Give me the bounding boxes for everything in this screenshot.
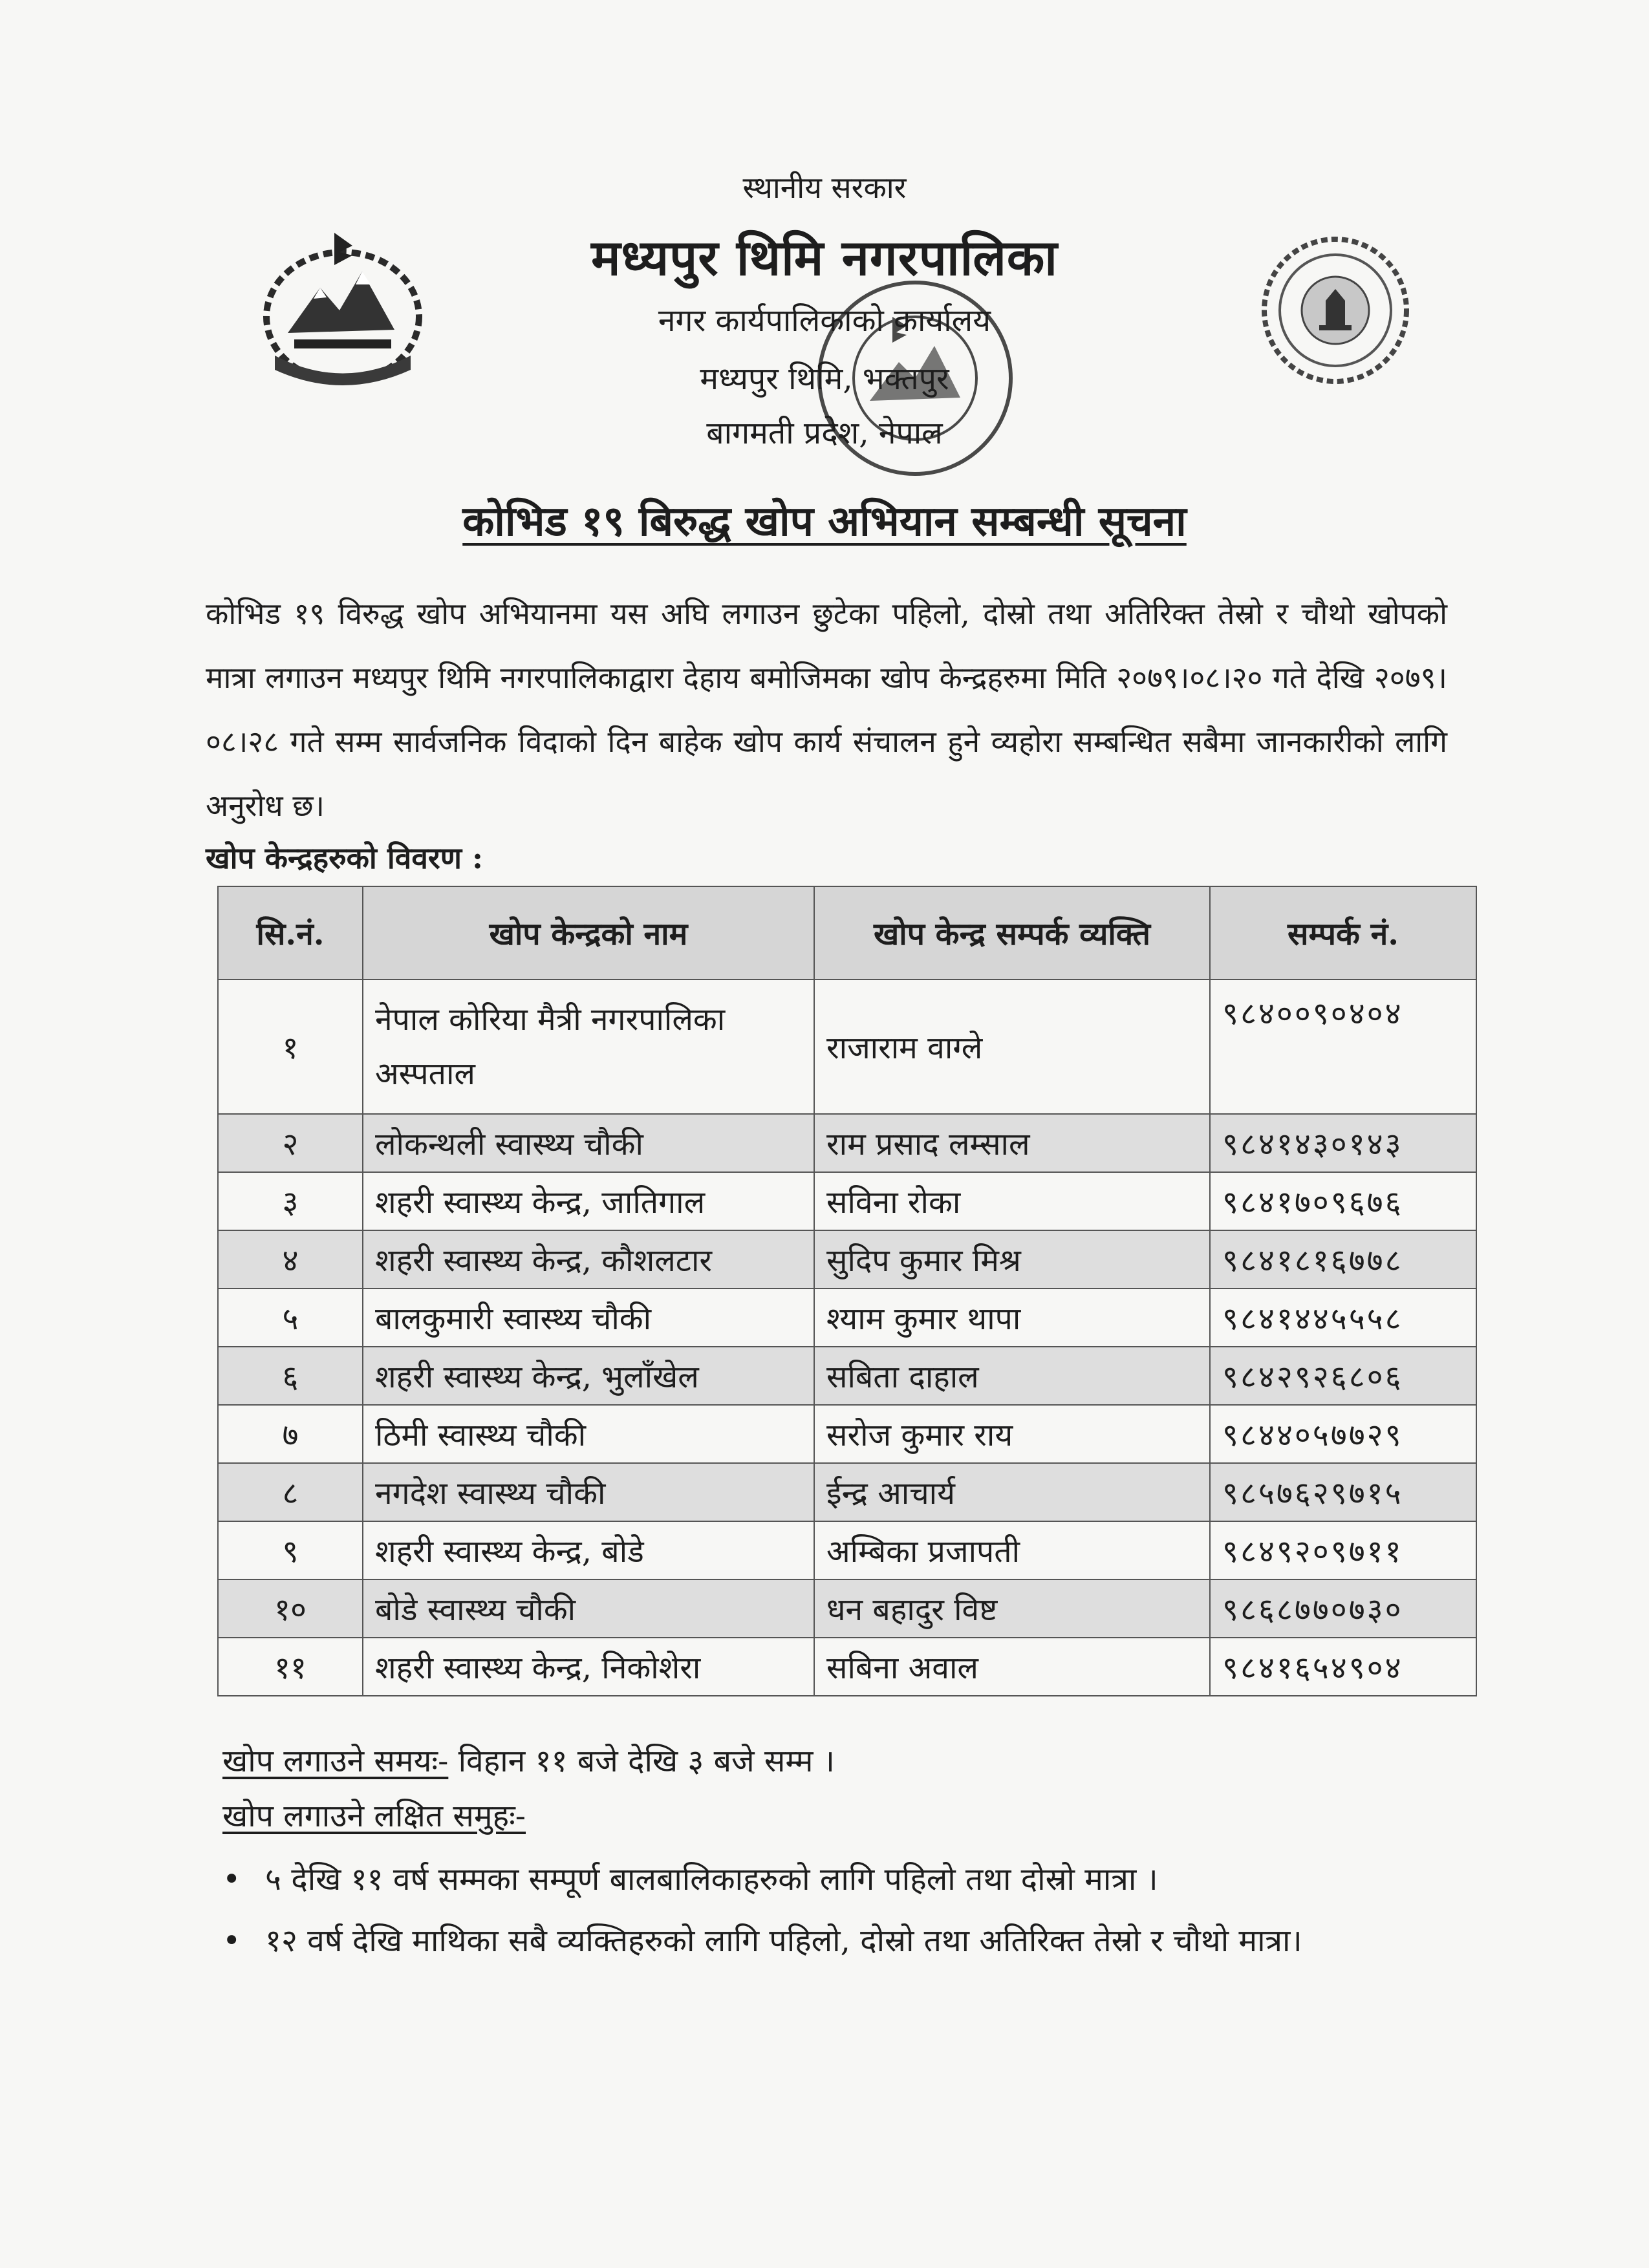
contact-number-cell: ९८४१४४५५५८	[1210, 1289, 1476, 1347]
center-name-cell: शहरी स्वास्थ्य केन्द्र, निकोशेरा	[363, 1638, 814, 1696]
table-row	[218, 1289, 1476, 1347]
center-name-cell: ठिमी स्वास्थ्य चौकी	[363, 1405, 814, 1463]
table-row	[218, 1230, 1476, 1289]
municipality-name: मध्यपुर थिमि नगरपालिका	[591, 229, 1058, 286]
center-name-cell: नगदेश स्वास्थ्य चौकी	[363, 1463, 814, 1521]
center-name-cell: लोकन्थली स्वास्थ्य चौकी	[363, 1114, 814, 1172]
vaccination-time-label: खोप लगाउने समयः-	[222, 1743, 449, 1779]
table-row	[218, 1172, 1476, 1230]
table-row	[218, 1405, 1476, 1463]
serial-cell: १०	[218, 1579, 363, 1638]
center-name-cell: शहरी स्वास्थ्य केन्द्र, जातिगाल	[363, 1172, 814, 1230]
centers-details-label: खोप केन्द्रहरुको विवरण :	[206, 840, 483, 875]
table-row	[218, 1521, 1476, 1579]
table-row	[218, 1347, 1476, 1405]
serial-cell: ५	[218, 1289, 363, 1347]
contact-number-cell: ९८५७६२९७१५	[1210, 1463, 1476, 1521]
table-row	[218, 1638, 1476, 1696]
contact-person-cell: धन बहादुर विष्ट	[814, 1579, 1210, 1638]
table-row	[218, 1579, 1476, 1638]
city-name: मध्यपुर थिमि, भक्तपुर	[700, 361, 949, 397]
contact-person-cell: राम प्रसाद लम्साल	[814, 1114, 1210, 1172]
serial-cell: ३	[218, 1172, 363, 1230]
contact-person-cell: ईन्द्र आचार्य	[814, 1463, 1210, 1521]
contact-person-cell: राजाराम वाग्ले	[814, 979, 1210, 1114]
center-name-cell: बालकुमारी स्वास्थ्य चौकी	[363, 1289, 814, 1347]
contact-person-cell: अम्बिका प्रजापती	[814, 1521, 1210, 1579]
center-name-cell: नेपाल कोरिया मैत्री नगरपालिका अस्पताल	[363, 979, 814, 1114]
contact-number-cell: ९८४००९०४०४	[1210, 979, 1476, 1114]
table-row	[218, 979, 1476, 1114]
target-group-label: खोप लगाउने लक्षित समुहः-	[222, 1798, 526, 1834]
bullet-icon: •	[222, 1861, 241, 1898]
table-row	[218, 1463, 1476, 1521]
target-group-text: १२ वर्ष देखि माथिका सबै व्यक्तिहरुको लागि पहिलो, दोस्रो तथा अतिरिक्त तेस्रो र चौथो मात्रा।	[265, 1923, 1302, 1959]
province-name: बागमती प्रदेश, नेपाल	[706, 415, 943, 451]
center-name-cell: शहरी स्वास्थ्य केन्द्र, कौशलटार	[363, 1230, 814, 1289]
contact-person-cell: सबिना अवाल	[814, 1638, 1210, 1696]
serial-cell: ७	[218, 1405, 363, 1463]
serial-cell: ६	[218, 1347, 363, 1405]
bullet-icon: •	[222, 1923, 241, 1959]
intro-paragraph: कोभिड १९ विरुद्ध खोप अभियानमा यस अघि लगाउन छुटेका पहिलो, दोस्रो तथा अतिरिक्त तेस्रो र चौथो खोपको मात्रा लगाउन मध्यपुर थिमि नगरपालिकाद्वारा देहाय बमोजिमका खोप केन्द्रहरुमा मिति २०७९।०८।२० गते देखि २०७९।०८।२८ गते सम्म सार्वजनिक विदाको दिन बाहेक खोप कार्य संचालन हुने व्यहोरा सम्बन्धित सबैमा जानकारीको लागि अनुरोध छ।	[206, 596, 1447, 823]
contact-number-cell: ९८४१८१६७७८	[1210, 1230, 1476, 1289]
notice-title: कोभिड १९ बिरुद्ध खोप अभियान सम्बन्धी सूचना	[462, 497, 1187, 546]
contact-number-cell: ९८४४०५७७२९	[1210, 1405, 1476, 1463]
target-group-text: ५ देखि ११ वर्ष सम्मका सम्पूर्ण बालबालिकाहरुको लागि पहिलो तथा दोस्रो मात्रा ।	[265, 1861, 1158, 1898]
list-item	[194, 1849, 1487, 1910]
table-header-row	[218, 886, 1476, 979]
contact-number-cell: ९८४२९२६८०६	[1210, 1347, 1476, 1405]
serial-cell: ११	[218, 1638, 363, 1696]
column-header-contact-person: खोप केन्द्र सम्पर्क व्यक्ति	[814, 886, 1210, 979]
list-item	[194, 1910, 1487, 1972]
contact-number-cell: ९८४९२०९७११	[1210, 1521, 1476, 1579]
serial-cell: १	[218, 979, 363, 1114]
contact-number-cell: ९८४१४३०१४३	[1210, 1114, 1476, 1172]
vaccination-centers-table	[217, 886, 1477, 1696]
contact-number-cell: ९८६८७७०७३०	[1210, 1579, 1476, 1638]
serial-cell: २	[218, 1114, 363, 1172]
contact-person-cell: श्याम कुमार थापा	[814, 1289, 1210, 1347]
contact-person-cell: सबिता दाहाल	[814, 1347, 1210, 1405]
serial-cell: ९	[218, 1521, 363, 1579]
table-row	[218, 1114, 1476, 1172]
center-name-cell: बोडे स्वास्थ्य चौकी	[363, 1579, 814, 1638]
office-name: नगर कार्यपालिकाको कार्यालय	[658, 303, 991, 339]
contact-number-cell: ९८४१७०९६७६	[1210, 1172, 1476, 1230]
local-government-label: स्थानीय सरकार	[742, 170, 907, 205]
contact-number-cell: ९८४१६५४९०४	[1210, 1638, 1476, 1696]
serial-cell: ४	[218, 1230, 363, 1289]
column-header-center-name: खोप केन्द्रको नाम	[363, 886, 814, 979]
column-header-contact-number: सम्पर्क नं.	[1210, 886, 1476, 979]
serial-cell: ८	[218, 1463, 363, 1521]
center-name-cell: शहरी स्वास्थ्य केन्द्र, बोडे	[363, 1521, 814, 1579]
contact-person-cell: सविना रोका	[814, 1172, 1210, 1230]
column-header-serial: सि.नं.	[218, 886, 363, 979]
vaccination-time	[222, 1739, 835, 1781]
target-group-list	[194, 1849, 1487, 1972]
contact-person-cell: सरोज कुमार राय	[814, 1405, 1210, 1463]
center-name-cell: शहरी स्वास्थ्य केन्द्र, भुलाँखेल	[363, 1347, 814, 1405]
vaccination-time-value: विहान ११ बजे देखि ३ बजे सम्म ।	[458, 1743, 835, 1779]
contact-person-cell: सुदिप कुमार मिश्र	[814, 1230, 1210, 1289]
